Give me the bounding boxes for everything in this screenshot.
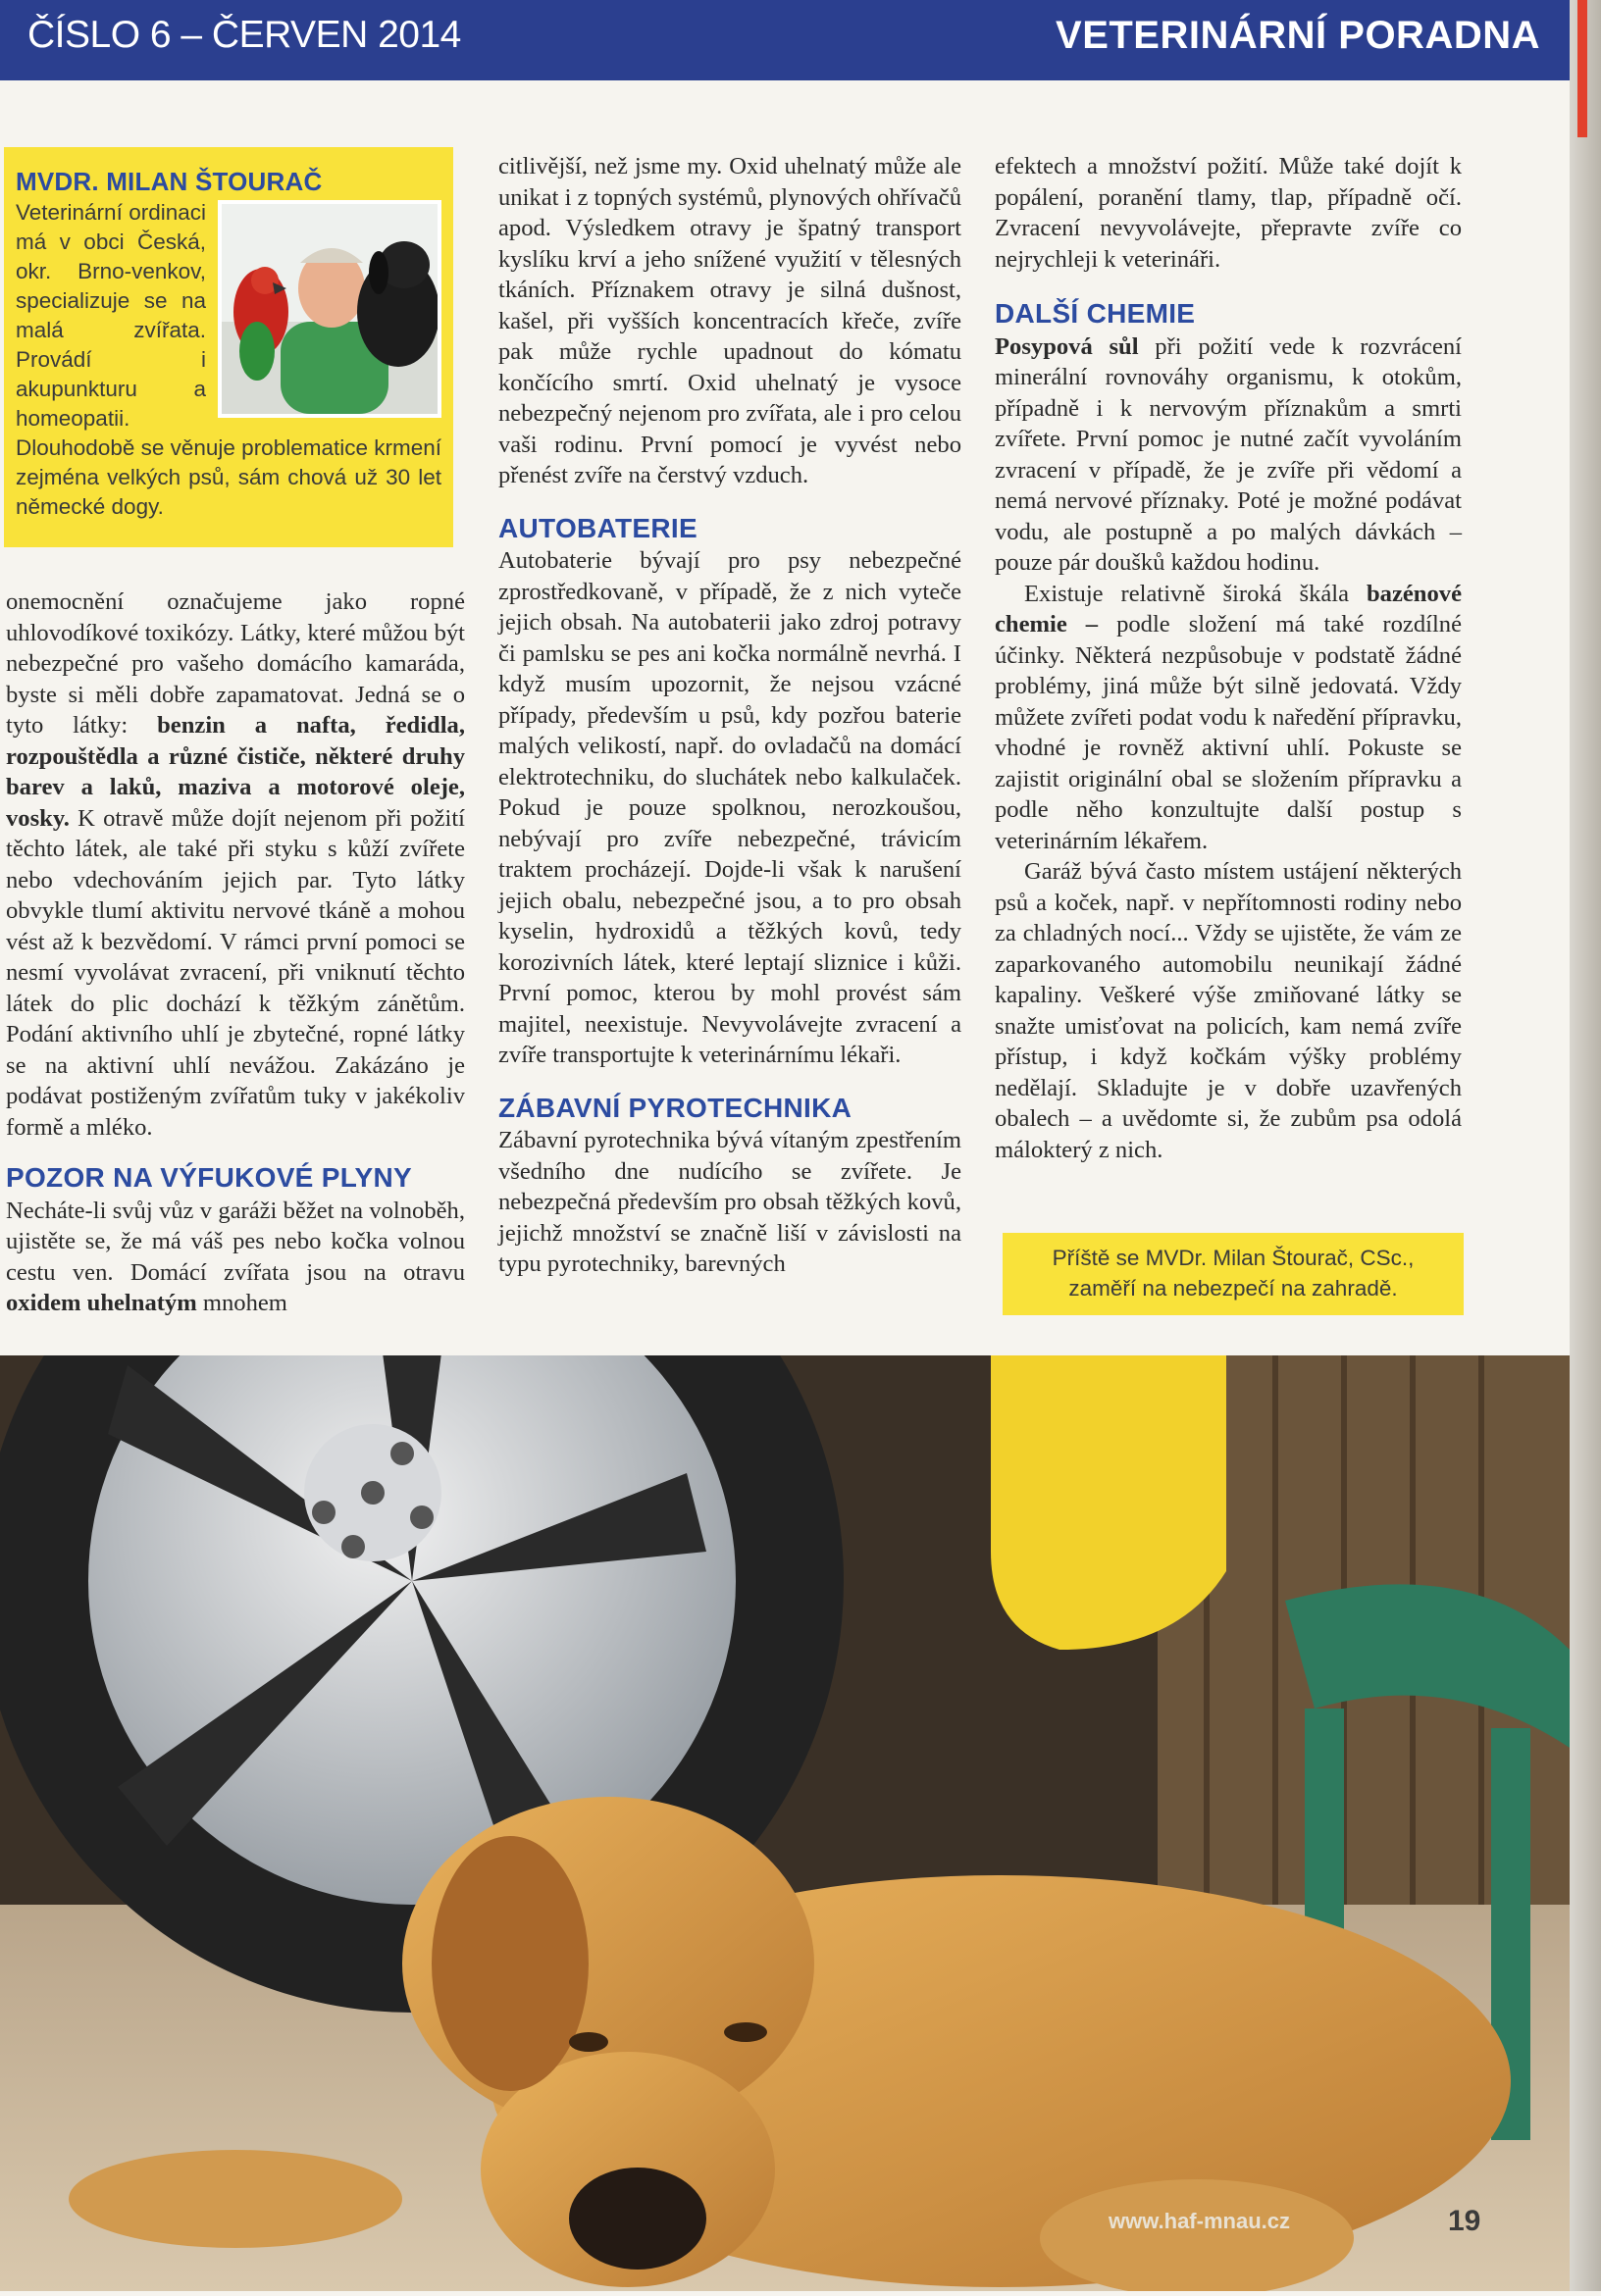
author-box	[4, 147, 453, 547]
paragraph-intro	[6, 587, 465, 1143]
pool-bold: bazénové chemie –	[995, 580, 1462, 638]
column-2	[498, 151, 961, 1280]
dog-photo	[0, 1355, 1570, 2291]
dog-photo-image	[0, 1355, 1570, 2291]
author-name: MVDR. MILAN ŠTOURAČ	[16, 167, 323, 196]
heading-pyro: ZÁBAVNÍ PYROTECHNIKA	[498, 1092, 852, 1123]
exhaust-text-2: mnohem	[196, 1290, 287, 1316]
salt-bold: Posypová sůl	[995, 332, 1139, 360]
paragraph-garage: Garáž bývá často místem ustájení některých psů a koček, např. v nepřítomnosti rodiny nebo za chladných nocí... Vždy se ujistěte, že vám ze zaparkovaného automobilu neunikají žádné kapaliny. Veškeré výše zmiňované látky se snažte umisťovat na policích, kam nemá zvíře přístup, i když kočkám výšky problémy nedělají. Skladujte je v dobře uzavřených obalech – a uvědomte si, že zubům psa odolá málokterý z nich.	[995, 858, 1462, 1163]
column-3	[995, 151, 1462, 1165]
author-photo	[218, 200, 441, 418]
section-title: VETERINÁRNÍ PORADNA	[1056, 14, 1540, 57]
edge-stripe	[1577, 0, 1587, 137]
header-bar	[0, 0, 1570, 80]
intro-text-1: onemocnění označujeme jako ropné uhlovodíkové toxikózy. Látky, které můžou být nebezpečné pro vašeho domácího kamaráda, byste si měli dobře zapamatovat. Jedná se o tyto látky:	[6, 588, 465, 739]
heading-chemistry: DALŠÍ CHEMIE	[995, 298, 1196, 329]
paragraph-pyro: Zábavní pyrotechnika bývá vítaným zpestřením všedního dne nudícího se zvířete. Je nebezpečná především pro obsah těžkých kovů, jejichž množství se značně liší v závislosti na typu pyrotechniky, barevných	[498, 1127, 961, 1277]
column-1	[6, 587, 465, 1319]
next-issue-note: Příště se MVDr. Milan Štourač, CSc., zaměří na nebezpečí na zahradě.	[1003, 1233, 1464, 1315]
exhaust-bold: oxidem uhelnatým	[6, 1290, 197, 1316]
paragraph-exhaust	[6, 1196, 465, 1319]
pool-text-1: Existuje relativně široká škála	[1024, 580, 1367, 607]
author-bio: Veterinární ordinaci má v obci Česká, okr. Brno-venkov, specializuje se na malá zvířata. Provádí i akupunkturu a homeopatii. Dlouhodobě se věnuje problematice krmení zejména velkých psů, sám chová už 30 let německé dogy.	[16, 200, 442, 519]
paragraph-pyro-cont: efektech a množství požití. Může také dojít k popálení, poranění tlamy, tlap, případně očí. Zvracení nevyvolávejte, přepravte zvíře co nejrychleji k veterináři.	[995, 153, 1462, 273]
footer-url: www.haf-mnau.cz	[1109, 2209, 1290, 2233]
paragraph-pool	[995, 579, 1462, 857]
paragraph-salt	[995, 332, 1462, 579]
page-number: 19	[1448, 2205, 1481, 2237]
exhaust-text-1: Necháte-li svůj vůz v garáži běžet na volnoběh, ujistěte se, že má váš pes nebo kočka volnou cestu ven. Domácí zvířata jsou na otravu	[6, 1197, 465, 1286]
heading-battery: AUTOBATERIE	[498, 512, 697, 543]
page-edge	[1570, 0, 1601, 2291]
paragraph-battery: Autobaterie bývají pro psy nebezpečné zprostředkovaně, v případě, že z nich vyteče jejich obsah. Na autobaterii jako zdroj potravy či pamlsku se pes ani kočka normálně nevrhá. I když musím upozornit, že nejsou vzácné případy, především u psů, kdy pozřou baterie malých velikostí, např. do ovladačů na domácí elektrotechniku, do sluchátek nebo kalkulaček. Pokud je pouze spolknou, nerozkoušou, nebývají pro zvíře nebezpečné, trávicím traktem procházejí. Dojde-li však k narušení jejich obalu, nebezpečné jsou, a to pro obsah kyselin, hydroxidů a těžkých kovů, tedy korozivních látek, které leptají sliznice i kůži. První pomoc, kterou by mohl provést sám majitel, neexistuje. Nevyvolávejte zvracení a zvíře transportujte k veterinárnímu lékaři.	[498, 547, 961, 1068]
salt-text: při požití vede k rozvrácení minerální rovnováhy organismu, k otokům, případně i k nervovým příznakům a smrti zvířete. První pomoc je nutné začít vyvoláním zvracení v případě, že je zvíře při vědomí a nemá nervové příznaky. Poté je možné podávat vodu, ale postupně a po malých dávkách – pouze pár doušků každou hodinu.	[995, 332, 1462, 576]
paragraph-co-cont: citlivější, než jsme my. Oxid uhelnatý může ale unikat i z topných systémů, plynových ohřívačů apod. Výsledkem otravy je špatný transport kyslíku krví a jeho snížené využití v tělesných tkáních. Příznakem otravy je silná dušnost, kašel, při vyšších koncentracích křeče, zvíře pak může rychle upadnout do kómatu končícího smrtí. Oxid uhelnatý je vysoce nebezpečný nejenom pro zvířata, ale i pro celou vaši rodinu. První pomocí je vyvést nebo přenést zvíře na čerstvý vzduch.	[498, 153, 961, 488]
issue-label: ČÍSLO 6 – ČERVEN 2014	[27, 14, 461, 56]
pool-text-2: podle složení má také rozdílné účinky. Některá nezpůsobuje v podstatě žádné problémy, jiná může být silně jedovatá. Vždy můžete zvířeti podat vodu k naředění přípravku, vhodné je rovněž aktivní uhlí. Pokuste se zajistit originální obal se složením přípravku a podle něho konzultujte další postup s veterinárním lékařem.	[995, 611, 1462, 854]
author-photo-image	[222, 204, 438, 414]
intro-text-2: K otravě může dojít nejenom při požití těchto látek, ale také při styku s kůží zvířete nebo vdechováním jejich par. Tyto látky obvykle tlumí aktivitu nervové tkáně a mohou vést až k bezvědomí. V rámci první pomoci se nesmí vyvolávat zvracení, při vniknutí těchto látek do plic dochází k těžkým zánětům. Podání aktivního uhlí je zbytečné, ropné látky se na aktivní uhlí nevážou. Zakázáno je podávat postiženým zvířatům tuky v jakékoliv formě a mléko.	[6, 804, 465, 1141]
intro-bold: benzin a nafta, ředidla, rozpouštědla a různé čističe, některé druhy barev a laků, maziva a motorové oleje, vosky.	[6, 712, 465, 832]
heading-exhaust: POZOR NA VÝFUKOVÉ PLYNY	[6, 1162, 413, 1193]
